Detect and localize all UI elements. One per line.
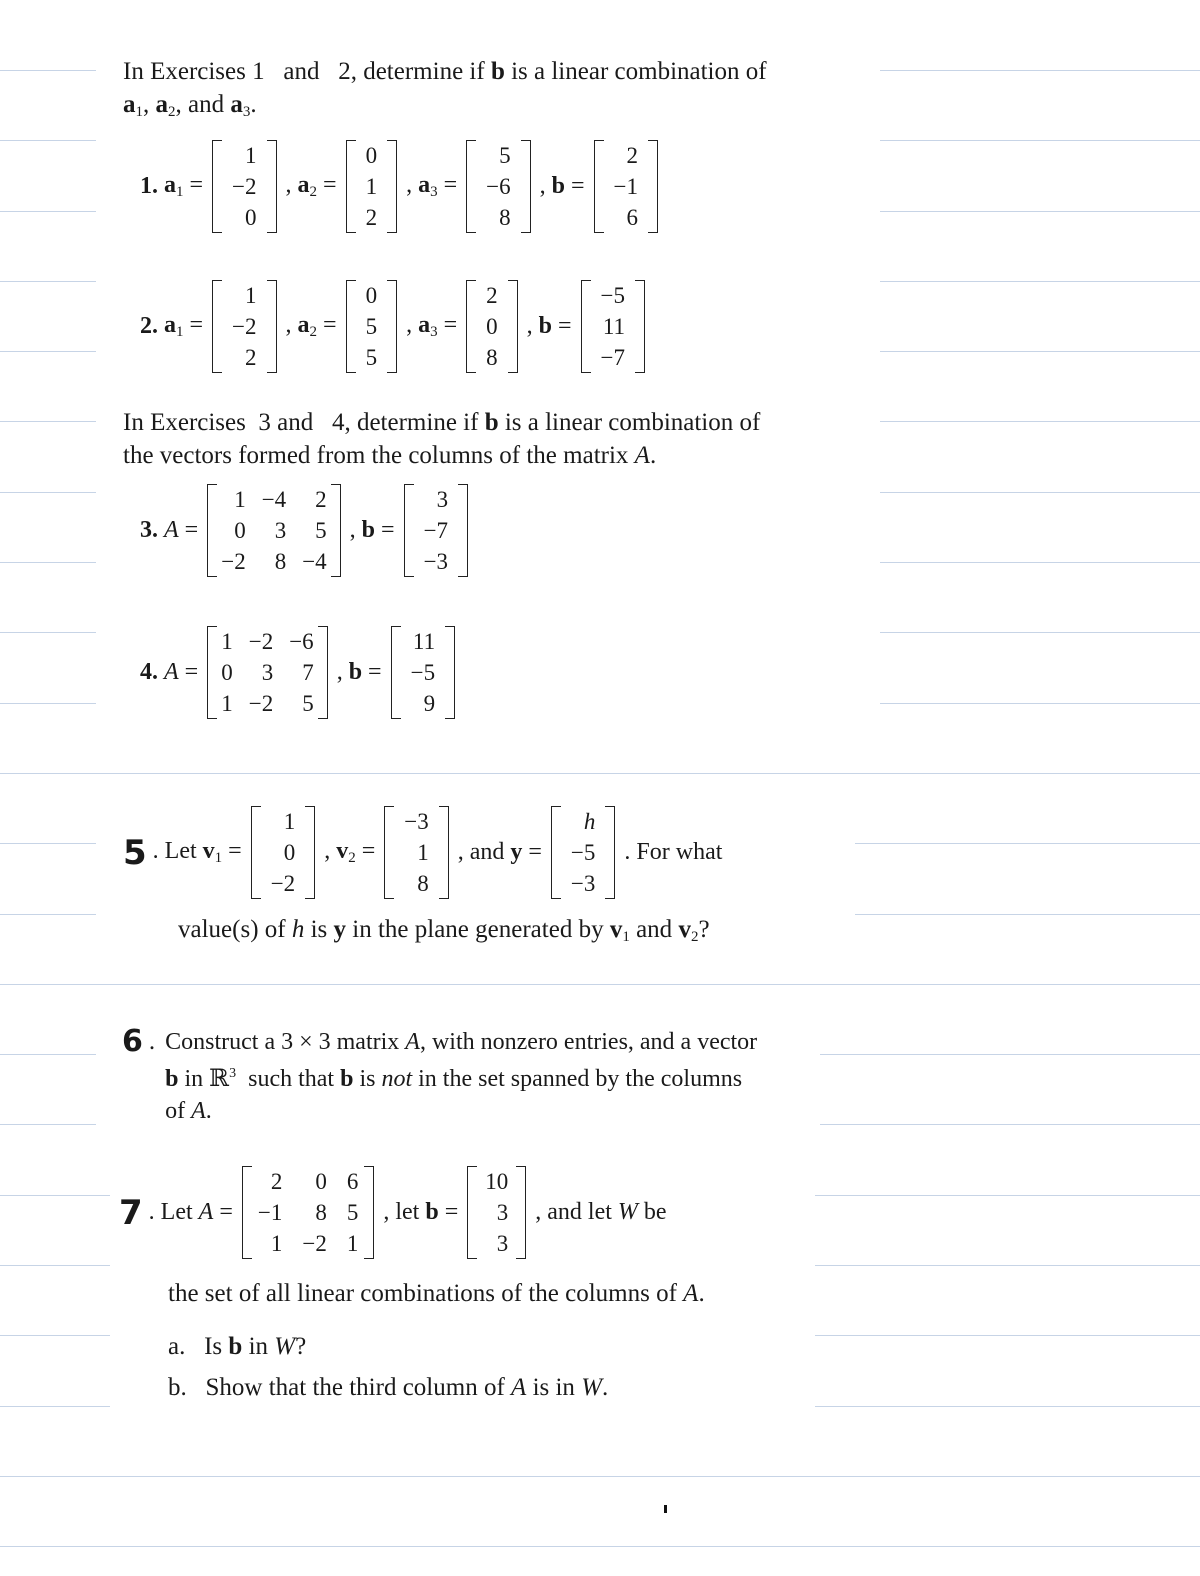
- exercise-7: 7 . Let A = 2 −1 1 0 8 −2 6 5 1 , let b = 10 3 3 , and let W be: [116, 1166, 670, 1259]
- vector-b: 3 −7 −3: [404, 484, 468, 577]
- exercise-number: 1.: [140, 173, 158, 199]
- vector-v1: 1 0 −2: [251, 806, 315, 899]
- exercise-5: 5 . Let $v_1$ = 1 0 −2 , $v_2$ = −3 1 8 , and y = h −5 −3 . For what: [120, 806, 725, 899]
- exercise-5-tail: . For what: [624, 839, 723, 865]
- exercise-number: 2.: [140, 313, 158, 339]
- matrix-A: 1 0 1 −2 3 −2 −6 7 5: [207, 626, 327, 719]
- intro-line-1: In Exercises 3 and 4, determine if b is a linear combination of: [123, 409, 761, 436]
- intro-line-2: $a_1$, $a_2$, and $a_3$.: [123, 91, 257, 120]
- matrix-A: 1 0 −2 −4 3 8 2 5 −4: [207, 484, 340, 577]
- vector-a1: 1 −2 0: [212, 140, 276, 233]
- vector-a2: 0 5 5: [346, 280, 398, 373]
- intro-line-2: the vectors formed from the columns of the matrix A.: [123, 442, 657, 469]
- exercise-1: 1. $a_1$ = 1 −2 0 , $a_2$ = 0 1 2 , $a_3$ = 5 −6 8 , b = 2 −1 6: [137, 140, 664, 233]
- exercise-7-line-2: the set of all linear combinations of the columns of A.: [168, 1280, 705, 1307]
- vector-b: 11 −5 9: [391, 626, 455, 719]
- exercise-2: 2. $a_1$ = 1 −2 2 , $a_2$ = 0 5 5 , $a_3$ = 2 0 8 , b = −5 11 −7: [137, 280, 651, 373]
- exercise-7-part-b: b. Show that the third column of A is in W.: [168, 1374, 609, 1401]
- handwritten-number-6: 6: [122, 1024, 143, 1059]
- exercise-7-part-a: a. Is b in W?: [168, 1333, 307, 1360]
- vector-a1: 1 −2 2: [212, 280, 276, 373]
- exercise-3: 3. A = 1 0 −2 −4 3 8 2 5 −4 , b = 3 −7 −3: [137, 484, 474, 577]
- vector-v2: −3 1 8: [384, 806, 448, 899]
- exercise-6-line-3: of A.: [165, 1098, 212, 1124]
- vector-y: h −5 −3: [551, 806, 615, 899]
- handwritten-number-7: 7: [119, 1192, 143, 1233]
- exercise-6-line-1: Construct a 3 × 3 matrix A, with nonzero entries, and a vector: [165, 1029, 758, 1055]
- exercise-6-line-2: b in ℝ$^3$ such that b is not in the set spanned by the columns: [165, 1066, 743, 1092]
- vector-a2: 0 1 2: [346, 140, 398, 233]
- exercise-number: 4.: [140, 659, 158, 685]
- exercise-5-question: value(s) of h is y in the plane generated by $v_1$ and $v_2$?: [178, 916, 710, 945]
- vector-b: 10 3 3: [467, 1166, 526, 1259]
- vector-a3: 2 0 8: [466, 280, 518, 373]
- vector-b: 2 −1 6: [594, 140, 658, 233]
- intro-line-1: In Exercises 1 and 2, determine if b is a linear combination of: [123, 58, 767, 85]
- vector-a3: 5 −6 8: [466, 140, 530, 233]
- handwritten-number-5: 5: [123, 832, 147, 873]
- exercise-6: 6 . Construct a 3 × 3 matrix A, with nonzero entries, and a vector b in ℝ$^3$ such that b is not in the set spanned by the columns of A.: [122, 1024, 757, 1127]
- matrix-A: 2 −1 1 0 8 −2 6 5 1: [242, 1166, 374, 1259]
- exercise-number: 3.: [140, 517, 158, 543]
- intro-exercises-3-4: [123, 406, 760, 472]
- exercise-4: 4. A = 1 0 1 −2 3 −2 −6 7 5 , b = 11 −5 9: [137, 626, 461, 719]
- intro-exercises-1-2: [123, 55, 767, 129]
- pen-mark: [664, 1505, 667, 1513]
- vector-b: −5 11 −7: [581, 280, 645, 373]
